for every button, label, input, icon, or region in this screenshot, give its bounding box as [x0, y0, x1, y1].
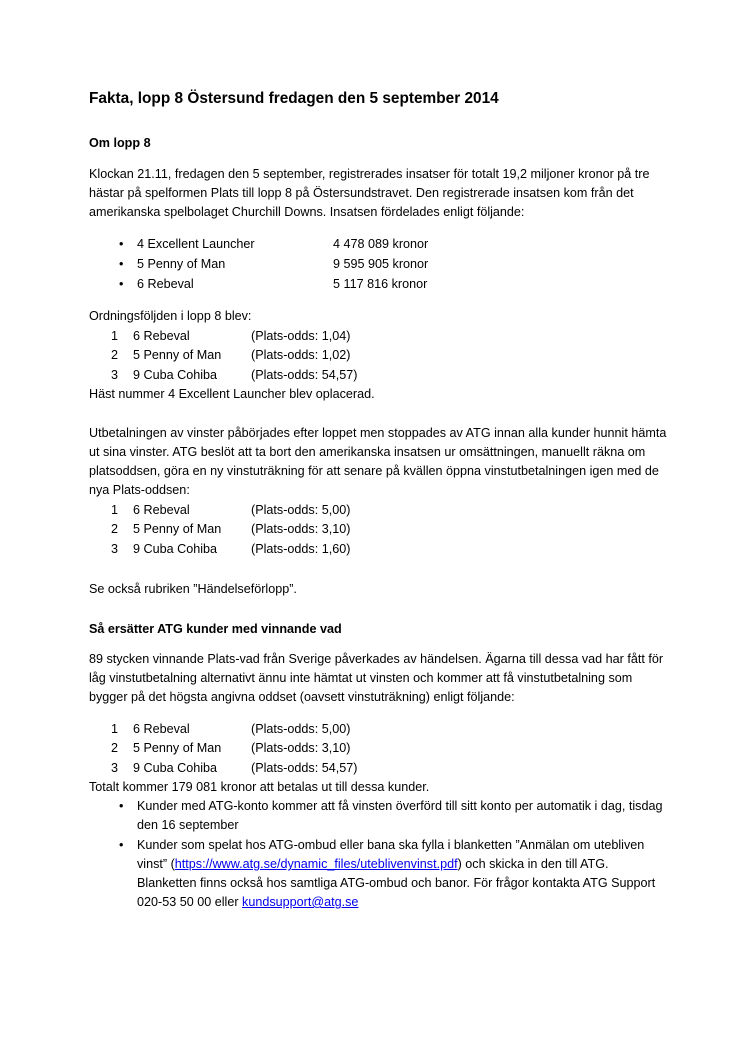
payout-paragraph: Utbetalningen av vinster påbörjades efter loppet men stoppades av ATG innan alla kunder hunnit hämta ut sina vinster. ATG beslöt att ta bort den amerikanska insatsen ur omsättningen, manuellt räkna om platsoddsen, göra en ny vinstuträkning för att senare på kvällen öppna vinstutbetalningen igen med de nya Plats-oddsen:	[89, 426, 667, 497]
compensation-odds-row: 1 6 Rebeval (Plats-odds: 5,00)	[111, 722, 351, 736]
order-row: 1 6 Rebeval (Plats-odds: 1,04)	[111, 329, 351, 343]
bet-item: • 5 Penny of Man 9 595 905 kronor	[89, 255, 669, 274]
support-email-link[interactable]: kundsupport@atg.se	[242, 895, 359, 909]
compensation-paragraph: 89 stycken vinnande Plats-vad från Sverige påverkades av händelsen. Ägarna till dessa vad har fått för låg vinstutbetalning alternativt ännu inte hämtat ut vinsten och kommer att få vinstutbetalning som bygger på det högsta angivna oddset (oavsett vinstuträkning) enligt följande:	[89, 652, 664, 704]
new-odds-row: 2 5 Penny of Man (Plats-odds: 3,10)	[111, 522, 351, 536]
bullet-icon: •	[119, 277, 124, 291]
compensation-odds-row: 2 5 Penny of Man (Plats-odds: 3,10)	[111, 741, 351, 755]
intro-paragraph: Klockan 21.11, fredagen den 5 september, registrerades insatser för totalt 19,2 miljoner kronor på tre hästar på spelformen Plats till lopp 8 på Östersundstravet. Den registrerade insatsen kom från det amerikanska spelbolaget Churchill Downs. Insatsen fördelades enligt följande:	[89, 167, 650, 219]
bullet-icon: •	[119, 799, 124, 813]
section-heading-ersattning: Så ersätter ATG kunder med vinnande vad	[89, 622, 342, 636]
bet-item: • 4 Excellent Launcher 4 478 089 kronor	[89, 235, 669, 254]
total-note: Totalt kommer 179 081 kronor att betalas ut till dessa kunder.	[89, 780, 430, 794]
order-row: 2 5 Penny of Man (Plats-odds: 1,02)	[111, 348, 351, 362]
order-heading: Ordningsföljden i lopp 8 blev:	[89, 309, 252, 323]
new-odds-row: 1 6 Rebeval (Plats-odds: 5,00)	[111, 503, 351, 517]
new-odds-row: 3 9 Cuba Cohiba (Plats-odds: 1,60)	[111, 542, 351, 556]
form-link[interactable]: https://www.atg.se/dynamic_files/uteblivenvinst.pdf	[174, 857, 458, 871]
order-row: 3 9 Cuba Cohiba (Plats-odds: 54,57)	[111, 368, 358, 382]
unplaced-note: Häst nummer 4 Excellent Launcher blev oplacerad.	[89, 387, 375, 401]
page-title: Fakta, lopp 8 Östersund fredagen den 5 september 2014	[89, 90, 499, 107]
bullet-icon: •	[119, 838, 124, 852]
compensation-odds-row: 3 9 Cuba Cohiba (Plats-odds: 54,57)	[111, 761, 358, 775]
section-heading-om-lopp-8: Om lopp 8	[89, 136, 151, 150]
bullet-icon: •	[119, 257, 124, 271]
bet-item: • 6 Rebeval 5 117 816 kronor	[89, 275, 669, 294]
see-also-note: Se också rubriken ”Händelseförlopp”.	[89, 582, 297, 596]
bullet-icon: •	[119, 237, 124, 251]
